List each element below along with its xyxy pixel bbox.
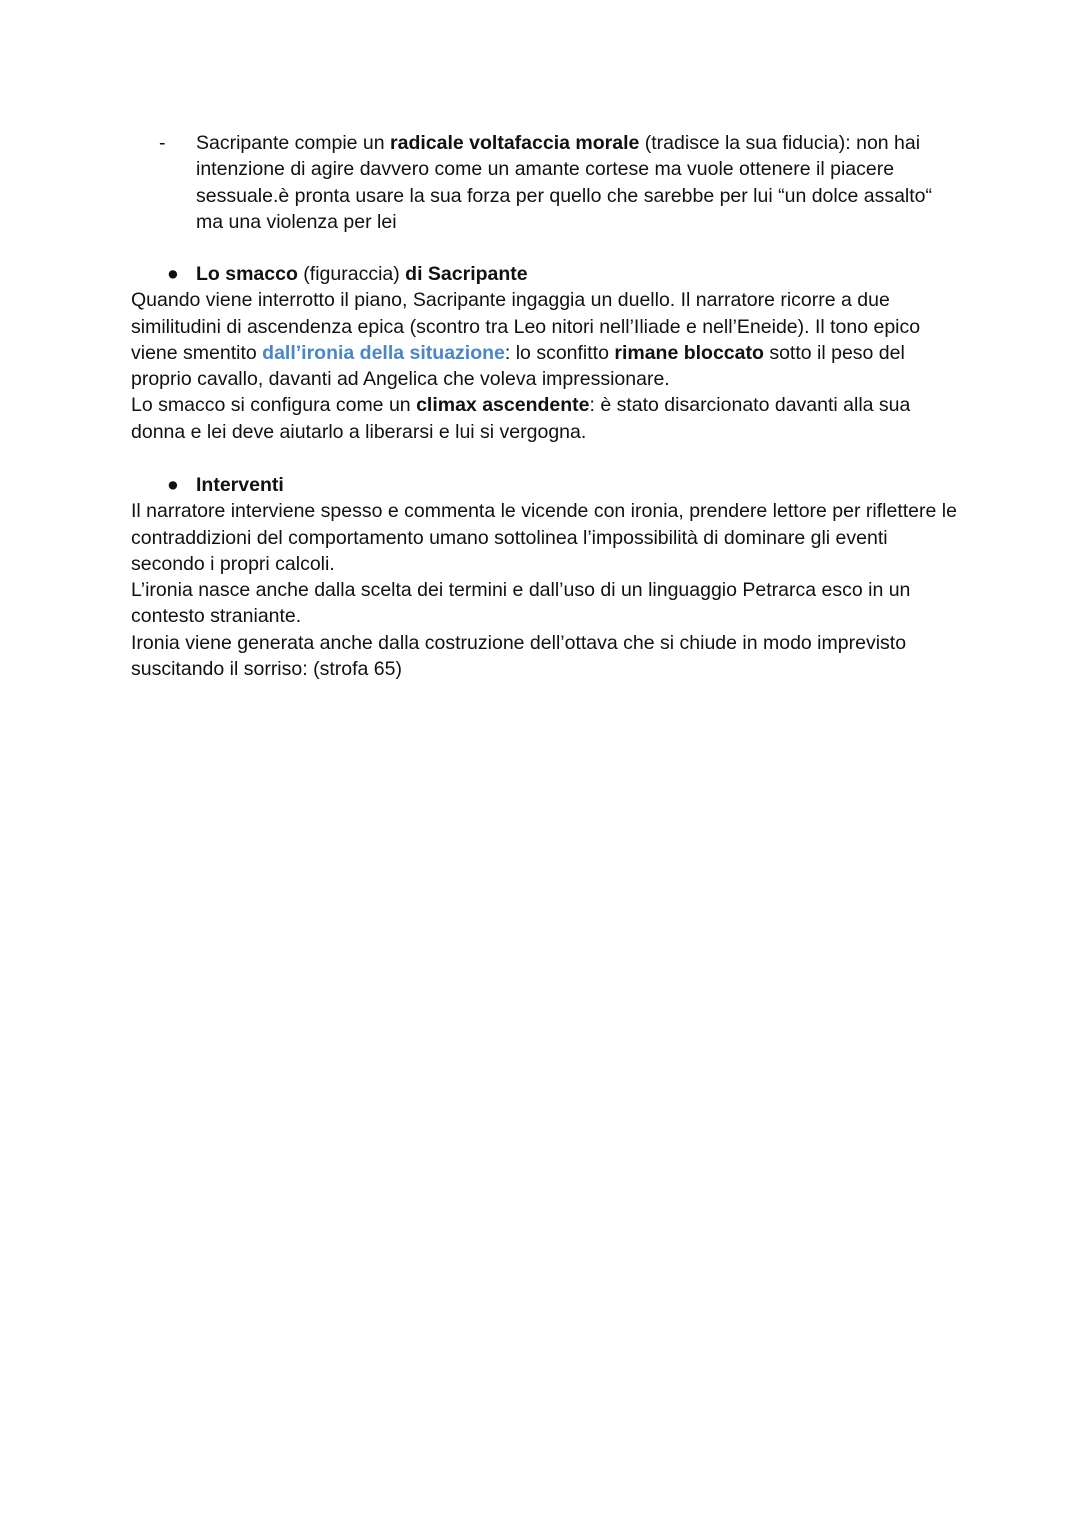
section-heading: ● Interventi xyxy=(131,472,961,498)
bullet-icon: ● xyxy=(167,474,179,496)
paragraph: Il narratore interviene spesso e commenta le vicende con ironia, prendere lettore per riflettere le contraddizioni del comportamento umano sottolinea l’impossibilità di dominare gli eventi secondo i propri calcoli. xyxy=(131,500,957,575)
section-interventi xyxy=(131,472,961,682)
bullet-icon: ● xyxy=(167,263,179,285)
paragraph: Quando viene interrotto il piano, Sacripante ingaggia un duello. Il narratore ricorre a due similitudini di ascendenza epica (scontro tra Leo nitori nell’Iliade e nell’Eneide). Il tono epico viene smentito dall’ironia della situazione: lo sconfitto rimane bloccato sotto il peso del proprio cavallo, davanti ad Angelica che voleva impressionare. xyxy=(131,289,921,391)
bold-term: radicale voltafaccia morale xyxy=(390,132,640,154)
paragraph: L’ironia nasce anche dalla scelta dei termini e dall’uso di un linguaggio Petrarca esco in un contesto straniante. xyxy=(131,579,911,628)
section-smacco xyxy=(131,261,961,445)
section-heading: ● Lo smacco (figuraccia) di Sacripante xyxy=(131,261,961,287)
dash-list-item xyxy=(131,130,961,235)
dash-item-text: Sacripante compie un radicale voltafaccia morale (tradisce la sua fiducia): non hai intenzione di agire davvero come un amante cortese ma vuole ottenere il piacere sessuale.è pronta usare la sua forza per quello che sarebbe per lui “un dolce assalto“ ma una violenza per lei xyxy=(196,132,933,233)
paragraph: Lo smacco si configura come un climax ascendente: è stato disarcionato davanti alla sua donna e lei deve aiutarlo a liberarsi e lui si vergogna. xyxy=(131,394,911,443)
highlighted-link[interactable]: dall’ironia della situazione xyxy=(262,341,505,364)
dash-marker: - xyxy=(159,132,166,154)
paragraph: Ironia viene generata anche dalla costruzione dell’ottava che si chiude in modo imprevisto suscitando il sorriso: (strofa 65) xyxy=(131,631,907,681)
